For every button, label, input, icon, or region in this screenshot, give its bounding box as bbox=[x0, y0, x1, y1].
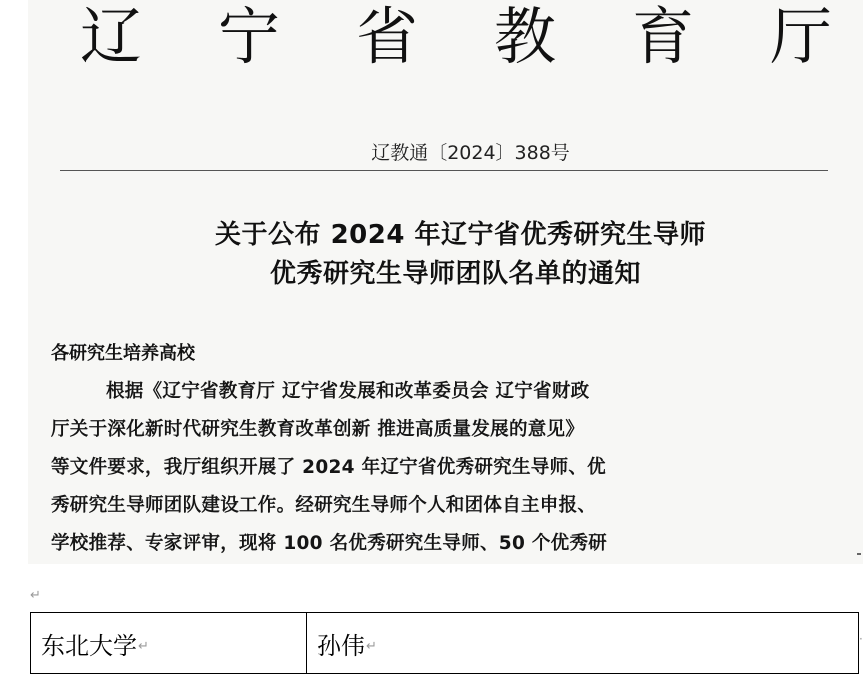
university-cell[interactable] bbox=[31, 613, 307, 674]
agency-header bbox=[28, 2, 863, 72]
document-number: 辽教通〔2024〕388号 bbox=[371, 142, 570, 164]
row-end-mark: · bbox=[859, 632, 863, 646]
agency-char: 辽 bbox=[80, 0, 143, 73]
notice-title-line-2: 优秀研究生导师团队名单的通知 bbox=[269, 259, 641, 289]
notice-title-line-1: 关于公布 2024 年辽宁省优秀研究生导师 bbox=[215, 220, 706, 250]
body-line: 学校推荐、专家评审，现将 100 名优秀研究生导师、50 个优秀研 bbox=[51, 533, 608, 554]
image-edge-mark bbox=[857, 553, 861, 555]
agency-char: 宁 bbox=[218, 0, 281, 73]
university-text[interactable]: 东北大学 bbox=[41, 631, 137, 660]
body-line: 厅关于深化新时代研究生教育改革创新 推进高质量发展的意见》 bbox=[51, 419, 585, 440]
agency-char: 教 bbox=[494, 0, 557, 73]
body-line: 根据《辽宁省教育厅 辽宁省发展和改革委员会 辽宁省财政 bbox=[106, 381, 590, 402]
body-line: 秀研究生导师团队建设工作。经研究生导师个人和团体自主申报、 bbox=[51, 495, 597, 516]
notice-scan-image bbox=[28, 0, 863, 564]
agency-char: 育 bbox=[632, 0, 695, 73]
agency-char: 厅 bbox=[770, 0, 833, 73]
salutation: 各研究生培养高校 bbox=[51, 343, 195, 364]
table-row[interactable] bbox=[31, 613, 859, 674]
agency-char: 省 bbox=[356, 0, 419, 73]
name-cell[interactable] bbox=[307, 613, 859, 674]
name-text[interactable]: 孙伟 bbox=[317, 631, 365, 660]
cell-end-mark: ↵ bbox=[366, 639, 377, 654]
paragraph-mark: ↵ bbox=[30, 588, 41, 603]
header-rule bbox=[60, 170, 828, 171]
cell-end-mark: ↵ bbox=[138, 639, 149, 654]
body-line: 等文件要求，我厅组织开展了 2024 年辽宁省优秀研究生导师、优 bbox=[51, 457, 606, 478]
names-table[interactable] bbox=[30, 612, 859, 674]
